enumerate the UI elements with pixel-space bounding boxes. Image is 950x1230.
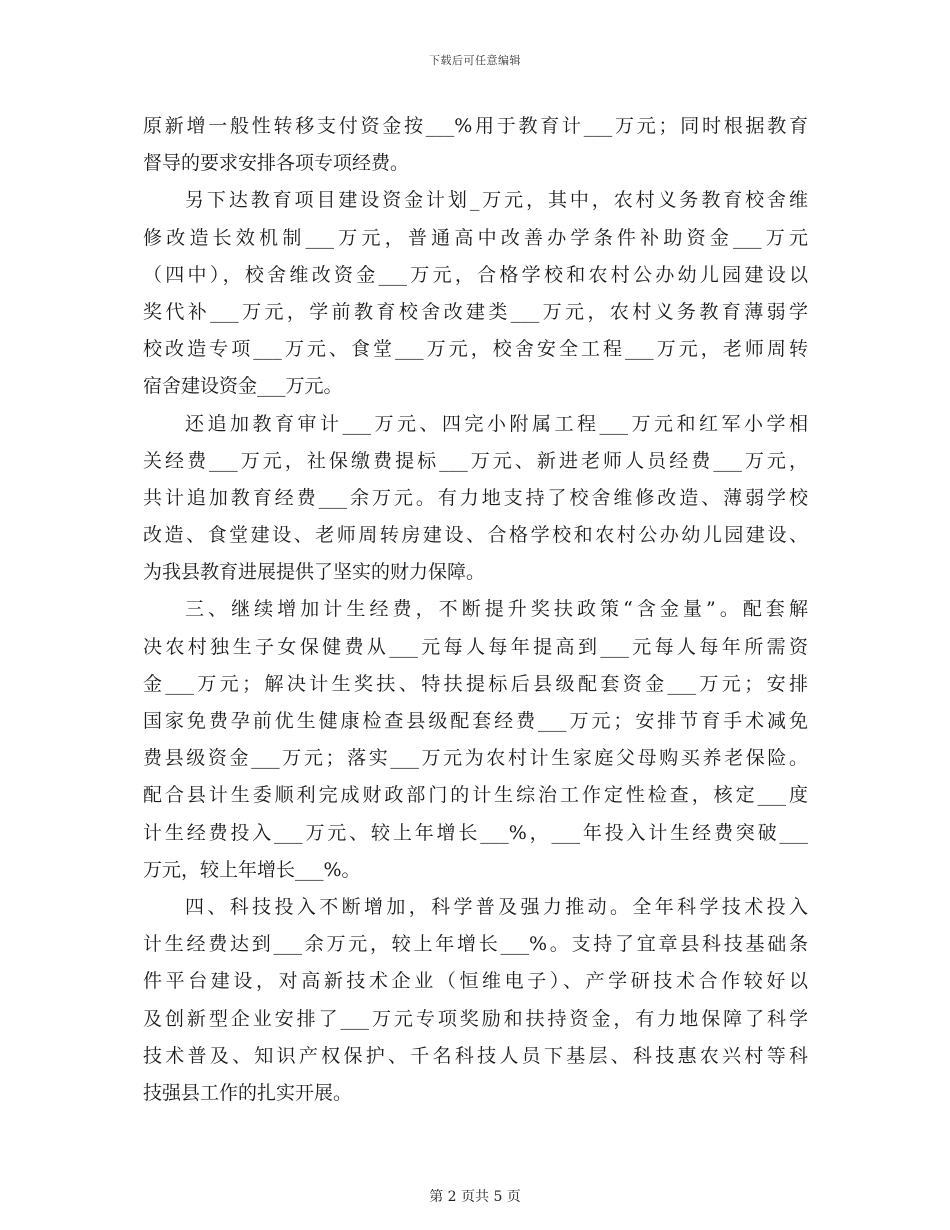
text-line: 督导的要求安排各项专项经费。 xyxy=(143,152,410,175)
text-line: 国家免费孕前优生健康检查县级配套经费___万元；安排节育手术减免 xyxy=(143,710,808,732)
document-body xyxy=(143,108,808,1112)
text-line: 万元，较上年增长___%。 xyxy=(143,858,361,881)
page-number: 第 2 页共 5 页 xyxy=(429,1189,521,1205)
text-line: 及创新型企业安排了___万元专项奖励和扶持资金，有力地保障了科学 xyxy=(143,1007,808,1030)
text-line: 计生经费投入___万元、较上年增长___%，___年投入计生经费突破___ xyxy=(143,821,808,844)
text-line: 配合县计生委顺利完成财政部门的计生综治工作定性检查，核定___度 xyxy=(143,784,808,807)
text-line: 技强县工作的扎实开展。 xyxy=(143,1081,353,1104)
text-line: 费县级资金___万元；落实___万元为农村计生家庭父母购买养老保险。 xyxy=(143,747,808,770)
text-line: 还追加教育审计___万元、四完小附属工程___万元和红军小学相 xyxy=(185,412,808,435)
text-line: 技术普及、知识产权保护、千名科技人员下基层、科技惠农兴村等科 xyxy=(143,1044,808,1067)
text-line: 修改造长效机制___万元，普通高中改善办学条件补助资金___万元 xyxy=(143,226,808,249)
text-line: 为我县教育进展提供了坚实的财力保障。 xyxy=(143,561,486,584)
text-line: 奖代补___万元，学前教育校舍改建类___万元，农村义务教育薄弱学 xyxy=(143,300,808,323)
text-line: （四中），校舍维改资金___万元，合格学校和农村公办幼儿园建设以 xyxy=(143,263,808,286)
text-line: 计生经费达到___余万元，较上年增长___%。支持了宜章县科技基础条 xyxy=(143,933,808,956)
text-line: 金___万元；解决计生奖扶、特扶提标后县级配套资金___万元；安排 xyxy=(143,672,808,695)
text-line: 件平台建设，对高新技术企业（恒维电子）、产学研技术合作较好以 xyxy=(143,970,808,993)
text-line: 决农村独生子女保健费从___元每人每年提高到___元每人每年所需资 xyxy=(143,635,808,658)
page-header: 下载后可任意编辑 xyxy=(429,54,521,67)
text-line: 共计追加教育经费___余万元。有力地支持了校舍维修改造、薄弱学校 xyxy=(143,486,808,509)
text-line: 四、科技投入不断增加，科学普及强力推动。全年科学技术投入 xyxy=(185,895,808,918)
text-line: 另下达教育项目建设资金计划_万元，其中，农村义务教育校舍维 xyxy=(185,189,808,212)
text-line: 原新增一般性转移支付资金按___%用于教育计___万元；同时根据教育 xyxy=(143,115,808,137)
text-line: 校改造专项___万元、食堂___万元，校舍安全工程___万元，老师周转 xyxy=(143,338,808,361)
text-line: 改造、食堂建设、老师周转房建设、合格学校和农村公办幼儿园建设、 xyxy=(143,524,808,547)
text-line: 三、继续增加计生经费，不断提升奖扶政策“含金量”。配套解 xyxy=(185,598,808,621)
text-line: 宿舍建设资金___万元。 xyxy=(143,375,343,398)
text-line: 关经费___万元，社保缴费提标___万元、新进老师人员经费___万元， xyxy=(143,449,808,472)
